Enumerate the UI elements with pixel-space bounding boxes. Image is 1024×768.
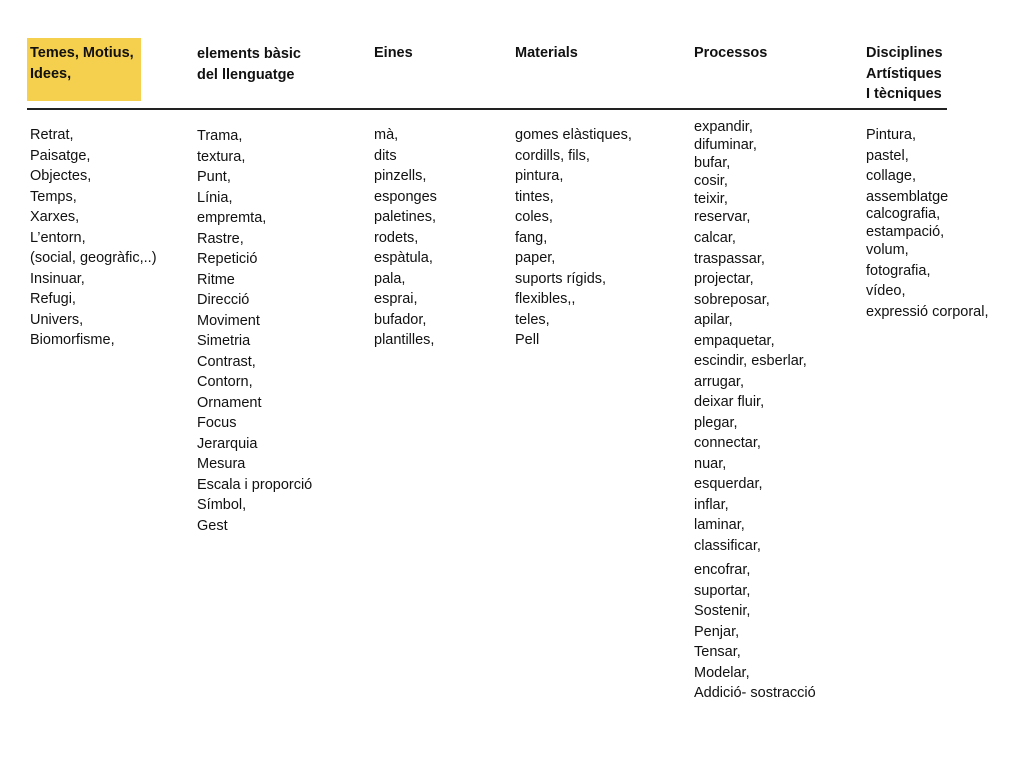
list-item: Moviment	[197, 312, 260, 329]
header-line: Eines	[374, 45, 413, 61]
header-divider	[27, 108, 947, 110]
header-temes	[30, 43, 134, 84]
list-item: Contrast,	[197, 353, 256, 370]
list-item: pala,	[374, 270, 406, 287]
list-item: Punt,	[197, 169, 231, 185]
list-item: tintes,	[515, 188, 554, 205]
list-item: classificar,	[694, 537, 761, 554]
list-item: plantilles,	[374, 332, 435, 348]
column-disciplines-list-c	[866, 240, 989, 322]
list-item: empremta,	[197, 210, 267, 226]
list-item: pastel,	[866, 147, 909, 164]
list-item: calcografia,	[866, 206, 941, 222]
list-item: L’entorn,	[30, 229, 86, 246]
list-item: Direcció	[197, 292, 250, 308]
list-item: difuminar,	[694, 137, 757, 153]
list-item: connectar,	[694, 435, 761, 451]
list-item: Rastre,	[197, 230, 244, 247]
list-item: Xarxes,	[30, 209, 80, 225]
column-eines-list	[374, 125, 437, 351]
list-item: deixar fluir,	[694, 394, 765, 410]
list-item: suportar,	[694, 582, 751, 599]
list-item: Biomorfisme,	[30, 332, 115, 348]
header-materials	[515, 43, 578, 64]
list-item: bufador,	[374, 311, 427, 328]
list-item: cordills, fils,	[515, 147, 590, 164]
list-item: collage,	[866, 168, 916, 184]
list-item: Tensar,	[694, 644, 741, 660]
list-item: pintura,	[515, 168, 564, 184]
list-item: Sostenir,	[694, 603, 751, 619]
list-item: Modelar,	[694, 664, 750, 681]
list-item: Insinuar,	[30, 270, 85, 287]
list-item: Símbol,	[197, 497, 247, 513]
list-item: bufar,	[694, 155, 731, 171]
list-item: Contorn,	[197, 374, 253, 390]
list-item: (social, geogràfic,..)	[30, 250, 157, 266]
list-item: suports rígids,	[515, 270, 607, 287]
list-item: projectar,	[694, 271, 754, 287]
list-item: Jerarquia	[197, 435, 258, 452]
list-item: Simetria	[197, 333, 251, 349]
list-item: plegar,	[694, 414, 738, 431]
list-item: Línia,	[197, 189, 233, 206]
list-item: laminar,	[694, 517, 745, 533]
list-item: nuar,	[694, 455, 727, 472]
column-materials-list	[515, 125, 632, 351]
list-item: esponges	[374, 188, 437, 205]
list-item: Retrat,	[30, 127, 74, 143]
header-line: Materials	[515, 45, 578, 61]
list-item: espàtula,	[374, 250, 433, 266]
list-item: Refugi,	[30, 291, 76, 307]
list-item: mà,	[374, 127, 399, 143]
list-item: reservar,	[694, 209, 751, 225]
list-item: Ornament	[197, 394, 262, 411]
header-line: Temes, Motius,	[30, 45, 134, 61]
list-item: arrugar,	[694, 373, 744, 390]
header-line: Artístiques	[866, 65, 942, 82]
list-item: calcar,	[694, 230, 736, 246]
list-item: Repetició	[197, 251, 258, 267]
list-item: assemblatge	[866, 188, 949, 205]
list-item: vídeo,	[866, 283, 906, 299]
list-item: paletines,	[374, 209, 437, 225]
list-item: encofrar,	[694, 562, 751, 578]
list-item: Escala i proporció	[197, 476, 313, 493]
list-item: coles,	[515, 209, 553, 225]
header-line: del llenguatge	[197, 66, 295, 83]
list-item: Penjar,	[694, 623, 740, 640]
list-item: teixir,	[694, 191, 728, 207]
header-disciplines	[866, 43, 943, 105]
list-item: volum,	[866, 242, 909, 258]
list-item: rodets,	[374, 229, 419, 246]
list-item: sobreposar,	[694, 291, 770, 308]
column-processos-list-b	[694, 228, 807, 556]
header-elements	[197, 44, 301, 85]
header-line: Idees,	[30, 65, 72, 82]
list-item: expandir,	[694, 119, 753, 135]
header-line: I tècniques	[866, 86, 942, 102]
list-item: Univers,	[30, 311, 84, 328]
list-item: Trama,	[197, 128, 243, 144]
header-processos	[694, 43, 767, 64]
list-item: estampació,	[866, 224, 945, 240]
list-item: pinzells,	[374, 168, 427, 184]
list-item: Pintura,	[866, 127, 916, 143]
header-eines	[374, 43, 413, 64]
list-item: teles,	[515, 311, 550, 328]
list-item: cosir,	[694, 173, 728, 189]
list-item: apilar,	[694, 312, 733, 328]
list-item: Temps,	[30, 188, 77, 205]
list-item: esprai,	[374, 291, 418, 307]
header-line: Disciplines	[866, 45, 943, 61]
list-item: Focus	[197, 415, 237, 431]
header-line: Processos	[694, 45, 768, 61]
list-item: escindir, esberlar,	[694, 353, 807, 369]
column-temes-list	[30, 125, 157, 351]
list-item: gomes elàstiques,	[515, 127, 632, 143]
list-item: Objectes,	[30, 168, 92, 184]
column-processos-list-a	[694, 118, 757, 226]
list-item: expressió corporal,	[866, 303, 989, 320]
list-item: empaquetar,	[694, 332, 775, 349]
list-item: Mesura	[197, 456, 246, 472]
list-item: paper,	[515, 250, 556, 266]
list-item: Pell	[515, 332, 540, 348]
list-item: Addició- sostracció	[694, 685, 816, 701]
list-item: fang,	[515, 229, 548, 246]
column-disciplines-list-a	[866, 125, 948, 207]
list-item: Gest	[197, 517, 228, 534]
column-elements-list	[197, 126, 312, 536]
list-item: textura,	[197, 148, 246, 165]
list-item: inflar,	[694, 496, 729, 513]
header-line: elements bàsic	[197, 46, 301, 62]
column-processos-list-c	[694, 560, 816, 704]
list-item: traspassar,	[694, 250, 765, 267]
list-item: flexibles,,	[515, 291, 576, 307]
list-item: fotografia,	[866, 262, 931, 279]
column-disciplines-list-b	[866, 205, 944, 241]
list-item: esquerdar,	[694, 476, 763, 492]
list-item: Paisatge,	[30, 147, 91, 164]
list-item: dits	[374, 147, 397, 164]
list-item: Ritme	[197, 271, 235, 288]
